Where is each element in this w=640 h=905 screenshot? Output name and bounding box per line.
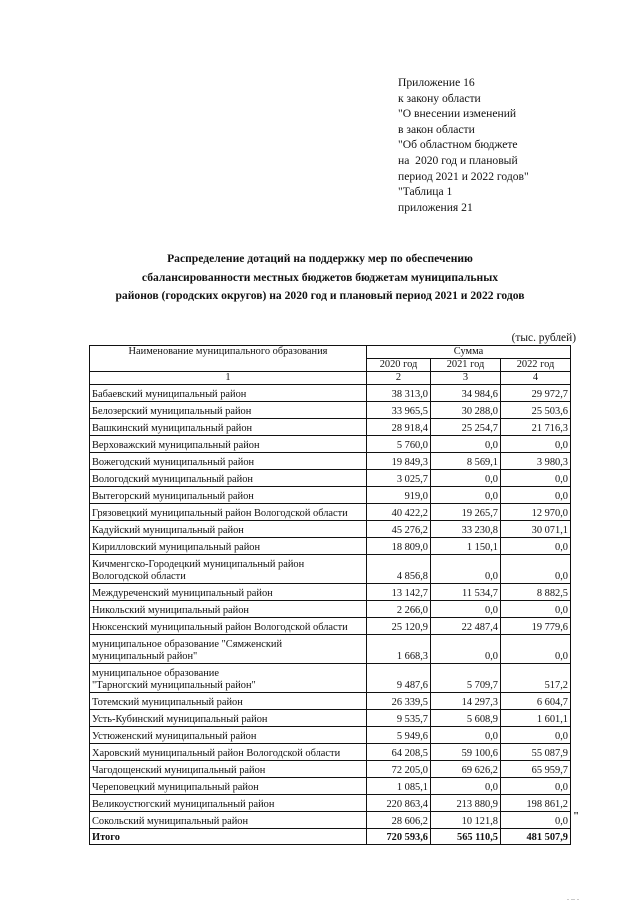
- value-2020-cell: 26 339,5: [367, 693, 431, 710]
- district-name-cell: Вожегодский муниципальный район: [90, 453, 367, 470]
- district-name-cell: Белозерский муниципальный район: [90, 402, 367, 419]
- table-row: [90, 521, 571, 538]
- table-row: [90, 618, 571, 635]
- value-2021-cell: 5 608,9: [431, 710, 501, 727]
- value-2022-cell: 0,0: [501, 555, 571, 584]
- appendix-line: приложения 21: [398, 200, 473, 214]
- table-row: [90, 727, 571, 744]
- title-line: Распределение дотаций на поддержку мер по обеспечению: [167, 252, 473, 265]
- appendix-line: Приложение 16: [398, 76, 475, 89]
- value-2021-cell: 30 288,0: [431, 402, 501, 419]
- value-2022-cell: 481 507,9: [501, 829, 571, 845]
- value-2022-cell: 8 882,5: [501, 584, 571, 601]
- district-name-cell: Бабаевский муниципальный район: [90, 385, 367, 402]
- value-2020-cell: 1 668,3: [367, 635, 431, 664]
- district-name-cell: Череповецкий муниципальный район: [90, 778, 367, 795]
- value-2020-cell: 13 142,7: [367, 584, 431, 601]
- value-2020-cell: 28 918,4: [367, 419, 431, 436]
- value-2021-cell: 22 487,4: [431, 618, 501, 635]
- district-name-cell: Вашкинский муниципальный район: [90, 419, 367, 436]
- value-2022-cell: 0,0: [501, 436, 571, 453]
- table-row: [90, 710, 571, 727]
- appendix-line: период 2021 и 2022 годов": [398, 169, 529, 183]
- table-row: [90, 778, 571, 795]
- header-sum: Сумма: [367, 346, 571, 359]
- units-label: (тыс. рублей): [511, 332, 576, 344]
- document-title: [60, 250, 580, 306]
- district-name-cell: Верховажский муниципальный район: [90, 436, 367, 453]
- table-row: [90, 436, 571, 453]
- value-2022-cell: 0,0: [501, 487, 571, 504]
- value-2021-cell: 11 534,7: [431, 584, 501, 601]
- district-name-cell: Кадуйский муниципальный район: [90, 521, 367, 538]
- appendix-line: на 2020 год и плановый: [398, 153, 518, 167]
- district-name-cell: муниципальное образование "Сямженский муниципальный район": [90, 635, 367, 664]
- table-row: [90, 601, 571, 618]
- value-2020-cell: 5 760,0: [367, 436, 431, 453]
- value-2020-cell: 220 863,4: [367, 795, 431, 812]
- value-2021-cell: 5 709,7: [431, 664, 501, 693]
- value-2022-cell: 0,0: [501, 778, 571, 795]
- value-2022-cell: 0,0: [501, 727, 571, 744]
- district-name-cell: муниципальное образование "Тарногский муниципальный район": [90, 664, 367, 693]
- value-2020-cell: 33 965,5: [367, 402, 431, 419]
- district-name-cell: Вытегорский муниципальный район: [90, 487, 367, 504]
- value-2021-cell: 8 569,1: [431, 453, 501, 470]
- district-name-cell: Кирилловский муниципальный район: [90, 538, 367, 555]
- value-2021-cell: 0,0: [431, 601, 501, 618]
- table-row: [90, 795, 571, 812]
- value-2021-cell: 0,0: [431, 778, 501, 795]
- value-2021-cell: 14 297,3: [431, 693, 501, 710]
- total-row: [90, 829, 571, 845]
- header-year-2020: 2020 год: [367, 359, 431, 372]
- value-2020-cell: 9 487,6: [367, 664, 431, 693]
- header-year-2022: 2022 год: [501, 359, 571, 372]
- value-2020-cell: 25 120,9: [367, 618, 431, 635]
- value-2022-cell: 30 071,1: [501, 521, 571, 538]
- value-2022-cell: 3 980,3: [501, 453, 571, 470]
- column-number: 3: [431, 372, 501, 385]
- value-2021-cell: 19 265,7: [431, 504, 501, 521]
- table-row: [90, 470, 571, 487]
- district-name-cell: Сокольский муниципальный район: [90, 812, 367, 829]
- table-row: [90, 487, 571, 504]
- value-2021-cell: 0,0: [431, 635, 501, 664]
- table-row: [90, 538, 571, 555]
- value-2021-cell: 565 110,5: [431, 829, 501, 845]
- appendix-line: "Таблица 1: [398, 185, 453, 199]
- value-2022-cell: 65 959,7: [501, 761, 571, 778]
- table-row: [90, 584, 571, 601]
- district-name-cell: Нюксенский муниципальный район Вологодской области: [90, 618, 367, 635]
- value-2022-cell: 29 972,7: [501, 385, 571, 402]
- table-row: [90, 812, 571, 829]
- district-name-cell: Великоустюгский муниципальный район: [90, 795, 367, 812]
- subsidies-table: [89, 345, 571, 845]
- value-2022-cell: 198 861,2: [501, 795, 571, 812]
- value-2022-cell: 25 503,6: [501, 402, 571, 419]
- value-2022-cell: 1 601,1: [501, 710, 571, 727]
- appendix-reference: [398, 75, 529, 215]
- value-2021-cell: 0,0: [431, 436, 501, 453]
- appendix-line: в закон области: [398, 122, 475, 136]
- appendix-line: к закону области: [398, 91, 481, 105]
- value-2020-cell: 28 606,2: [367, 812, 431, 829]
- value-2020-cell: 38 313,0: [367, 385, 431, 402]
- header-year-2021: 2021 год: [431, 359, 501, 372]
- value-2022-cell: 12 970,0: [501, 504, 571, 521]
- column-number: 1: [90, 372, 367, 385]
- value-2020-cell: 64 208,5: [367, 744, 431, 761]
- value-2021-cell: 1 150,1: [431, 538, 501, 555]
- value-2022-cell: 517,2: [501, 664, 571, 693]
- table-row: [90, 664, 571, 693]
- value-2020-cell: 919,0: [367, 487, 431, 504]
- district-name-cell: Междуреченский муниципальный район: [90, 584, 367, 601]
- value-2021-cell: 33 230,8: [431, 521, 501, 538]
- value-2021-cell: 0,0: [431, 555, 501, 584]
- district-name-cell: Кичменгско-Городецкий муниципальный район Вологодской области: [90, 555, 367, 584]
- value-2022-cell: 0,0: [501, 601, 571, 618]
- value-2021-cell: 25 254,7: [431, 419, 501, 436]
- district-name-cell: Тотемский муниципальный район: [90, 693, 367, 710]
- value-2021-cell: 34 984,6: [431, 385, 501, 402]
- value-2020-cell: 2 266,0: [367, 601, 431, 618]
- district-name-cell: Харовский муниципальный район Вологодской области: [90, 744, 367, 761]
- value-2020-cell: 72 205,0: [367, 761, 431, 778]
- value-2022-cell: 0,0: [501, 470, 571, 487]
- value-2021-cell: 213 880,9: [431, 795, 501, 812]
- value-2020-cell: 18 809,0: [367, 538, 431, 555]
- value-2020-cell: 3 025,7: [367, 470, 431, 487]
- column-number: 4: [501, 372, 571, 385]
- value-2021-cell: 59 100,6: [431, 744, 501, 761]
- value-2022-cell: 6 604,7: [501, 693, 571, 710]
- value-2020-cell: 45 276,2: [367, 521, 431, 538]
- table-body: [90, 385, 571, 845]
- header-name: Наименование муниципального образования: [90, 346, 367, 372]
- value-2022-cell: 0,0: [501, 812, 571, 829]
- value-2021-cell: 69 626,2: [431, 761, 501, 778]
- value-2020-cell: 1 085,1: [367, 778, 431, 795]
- value-2022-cell: 19 779,6: [501, 618, 571, 635]
- value-2021-cell: 10 121,8: [431, 812, 501, 829]
- column-number: 2: [367, 372, 431, 385]
- table-row: [90, 402, 571, 419]
- value-2021-cell: 0,0: [431, 487, 501, 504]
- title-line: районов (городских округов) на 2020 год и плановый период 2021 и 2022 годов: [115, 289, 525, 302]
- value-2020-cell: 19 849,3: [367, 453, 431, 470]
- value-2022-cell: 0,0: [501, 538, 571, 555]
- table-row: [90, 555, 571, 584]
- table-row: [90, 693, 571, 710]
- table-row: [90, 419, 571, 436]
- appendix-line: "Об областном бюджете: [398, 138, 518, 152]
- district-name-cell: Чагодощенский муниципальный район: [90, 761, 367, 778]
- value-2022-cell: 55 087,9: [501, 744, 571, 761]
- district-name-cell: Усть-Кубинский муниципальный район: [90, 710, 367, 727]
- value-2021-cell: 0,0: [431, 727, 501, 744]
- page-mark: . .. .: [567, 893, 579, 902]
- table-row: [90, 635, 571, 664]
- value-2020-cell: 4 856,8: [367, 555, 431, 584]
- value-2022-cell: 0,0: [501, 635, 571, 664]
- value-2021-cell: 0,0: [431, 470, 501, 487]
- value-2020-cell: 9 535,7: [367, 710, 431, 727]
- title-line: сбалансированности местных бюджетов бюджетам муниципальных: [141, 270, 499, 284]
- value-2020-cell: 5 949,6: [367, 727, 431, 744]
- appendix-line: "О внесении изменений: [398, 107, 517, 121]
- value-2020-cell: 720 593,6: [367, 829, 431, 845]
- value-2022-cell: 21 716,3: [501, 419, 571, 436]
- district-name-cell: Устюженский муниципальный район: [90, 727, 367, 744]
- district-name-cell: Грязовецкий муниципальный район Вологодской области: [90, 504, 367, 521]
- district-name-cell: Итого: [90, 829, 367, 845]
- table-row: [90, 504, 571, 521]
- district-name-cell: Вологодский муниципальный район: [90, 470, 367, 487]
- closing-quote: ": [573, 810, 580, 822]
- table-row: [90, 385, 571, 402]
- table-row: [90, 453, 571, 470]
- value-2020-cell: 40 422,2: [367, 504, 431, 521]
- district-name-cell: Никольский муниципальный район: [90, 601, 367, 618]
- table-row: [90, 744, 571, 761]
- table-row: [90, 761, 571, 778]
